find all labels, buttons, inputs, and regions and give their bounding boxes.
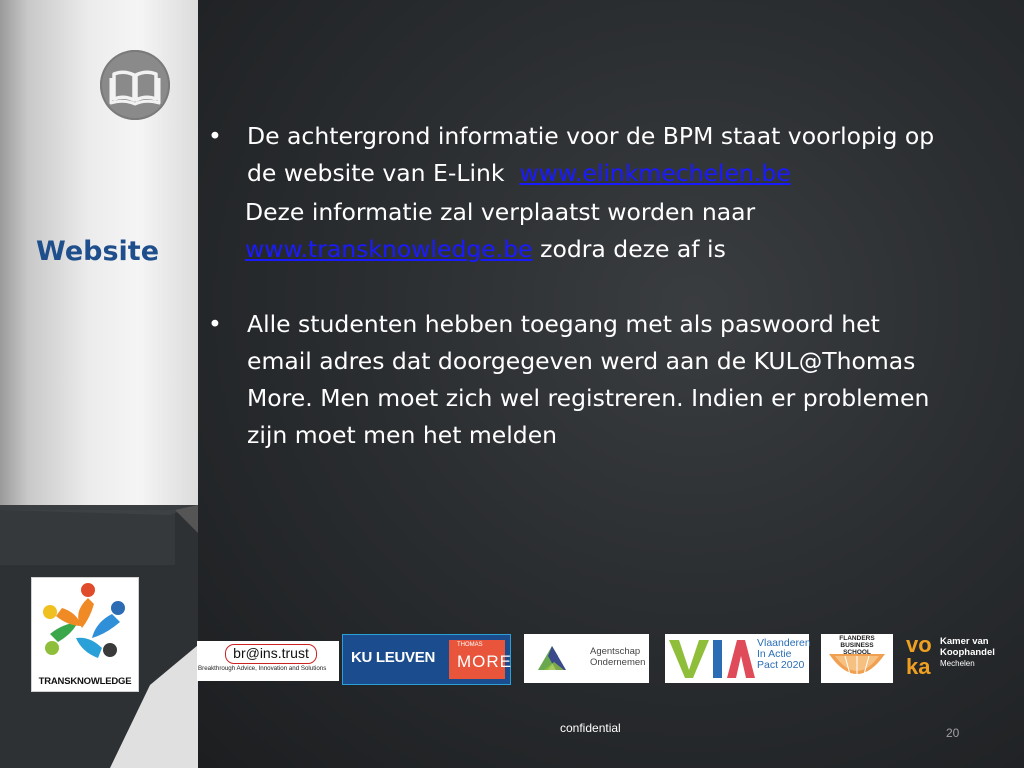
more-text: MORE <box>457 652 512 671</box>
elink-website-link[interactable]: www.elinkmechelen.be <box>519 159 791 187</box>
bullet-dot: • <box>208 122 222 150</box>
via-text <box>757 638 811 671</box>
via-mark-icon <box>665 634 755 683</box>
fbs-line2: BUSINESS <box>840 642 874 649</box>
vlaanderen-in-actie-logo <box>665 634 809 683</box>
agentschap-line1: Agentschap <box>590 646 641 657</box>
fbs-line1: FLANDERS <box>839 635 875 642</box>
bullet-dot: • <box>208 310 222 338</box>
sidebar <box>0 0 198 768</box>
via-line2: In Actie <box>757 648 792 660</box>
ku-leuven-thomas-more-logo <box>342 634 511 685</box>
paragraph-move-info <box>208 194 1008 268</box>
bullet-item-2 <box>208 306 1008 454</box>
transknowledge-logo-text: TRANSKNOWLEDGE <box>38 676 132 687</box>
voka-logo-mark: vo ka <box>906 632 932 679</box>
via-line3: Pact 2020 <box>757 659 805 671</box>
slide-content <box>208 118 1008 454</box>
transknowledge-logo <box>31 577 139 692</box>
bullet2-line3: More. Men moet zich wel registreren. Indien er problemen <box>247 384 930 412</box>
fbs-text <box>821 635 893 656</box>
bullet2-line4: zijn moet men het melden <box>247 421 558 449</box>
para-line2 <box>245 231 1008 268</box>
bullet2-line2: email adres dat doorgegeven werd aan de KUL@Thomas <box>247 347 916 375</box>
section-title: Website <box>36 236 160 267</box>
agentschap-line2: Ondernemen <box>590 657 646 668</box>
para-suffix: zodra deze af is <box>540 235 726 263</box>
bullet1-line2 <box>247 155 1008 192</box>
thomas-more-logo <box>449 640 512 679</box>
fbs-line3: SCHOOL <box>843 649 871 656</box>
via-line1: Vlaanderen <box>757 637 811 649</box>
agentschap-text <box>590 646 645 668</box>
brains-trust-logo <box>197 641 339 681</box>
voka-line3: Mechelen <box>940 659 975 668</box>
bullet2-line1: Alle studenten hebben toegang met als paswoord het <box>247 310 880 338</box>
bullet1-line1: De achtergrond informatie voor de BPM staat voorlopig op <box>247 122 935 150</box>
open-book-icon <box>100 50 170 120</box>
brains-trust-logo-text: br@ins.trust <box>225 644 317 664</box>
flanders-business-school-logo <box>821 634 893 683</box>
ku-leuven-text: KU LEUVEN <box>351 649 435 666</box>
para-line1: Deze informatie zal verplaatst worden naar <box>245 198 756 226</box>
transknowledge-website-link[interactable]: www.transknowledge.be <box>245 235 533 263</box>
footer-confidential: confidential <box>560 721 621 735</box>
agentschap-ondernemen-logo <box>524 634 649 683</box>
agentschap-mark-icon <box>524 634 584 683</box>
transknowledge-emblem <box>32 578 138 668</box>
voka-line2: Koophandel <box>940 647 995 658</box>
thomas-text: THOMAS <box>457 642 483 648</box>
voka-line1: Kamer van <box>940 636 989 647</box>
bullet1-line2-text: de website van E-Link <box>247 159 505 187</box>
brains-trust-tagline: Breakthrough Advice, Innovation and Solutions <box>198 665 327 672</box>
page-number: 20 <box>946 726 960 740</box>
bullet-item-1 <box>208 118 1008 192</box>
voka-text <box>940 636 995 669</box>
